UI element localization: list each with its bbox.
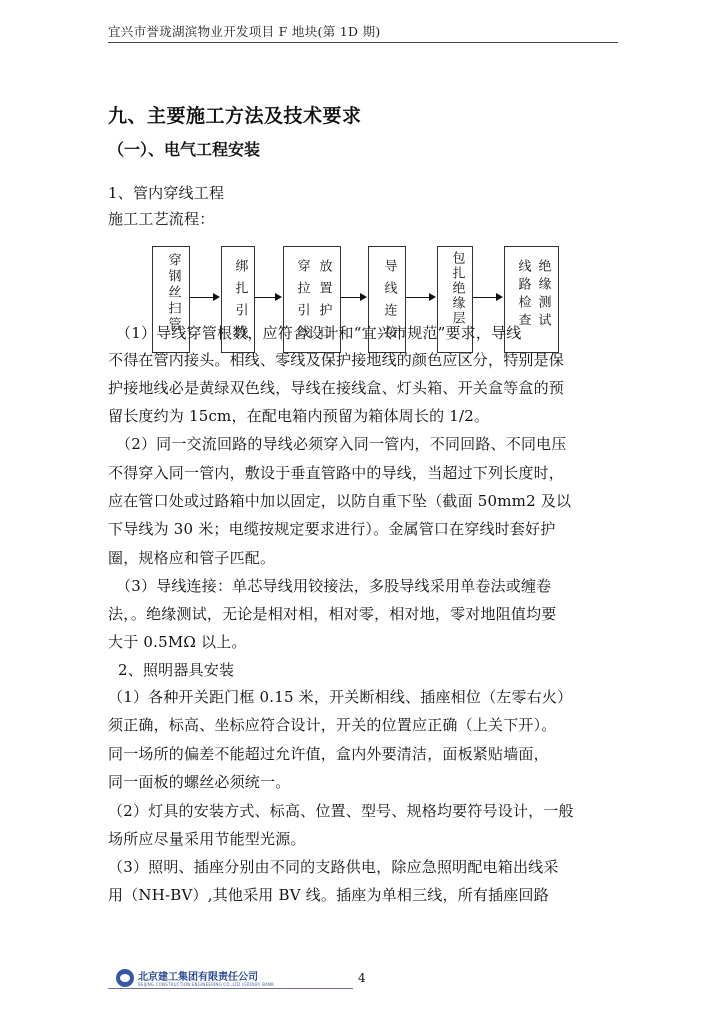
body-line: 同一场所的偏差不能超过允许值，盒内外要清洁，面板紧贴墙面， (108, 745, 549, 763)
body-line: 护接地线必是黄绿双色线，导线在接线盒、灯头箱、开关盒等盒的预 (108, 379, 565, 397)
body-line: 用（NH-BV）,其他采用 BV 线。插座为单相三线，所有插座回路 (108, 886, 549, 904)
flow-step-5-label: 包扎绝缘层 (449, 251, 465, 326)
footer-divider (108, 988, 353, 989)
body-line: 不得穿入同一管内，敷设于垂直管路中的导线，当超过下列长度时， (108, 464, 565, 482)
flow-arrow (341, 297, 365, 298)
flow-step-2-label: 绑扎引线 (232, 259, 248, 347)
flow-step-3-label-b: 穿拉引线 (294, 259, 310, 347)
flow-arrow (473, 297, 501, 298)
page-number: 4 (358, 971, 366, 985)
flow-step-6-label-a: 绝缘测试 (535, 259, 551, 331)
body-line: （2）灯具的安装方式、标高、位置、型号、规格均要符号设计，一般 (108, 802, 574, 820)
company-name-en: BEIJING CONSTRUCTION ENGINEERING CO.,LTD.(GROUP) BANK (138, 982, 275, 987)
body-line: 须正确，标高、坐标应符合设计，开关的位置应正确（上关下开）。 (108, 716, 557, 734)
body-line: （2）同一交流回路的导线必须穿入同一管内，不同回路、不同电压 (116, 435, 567, 453)
body-line: 下导线为 30 米；电缆按规定要求进行）。金属管口在穿线时套好护 (108, 520, 556, 538)
body-line: （1）各种开关距门框 0.15 米，开关断相线、插座相位（左零右火） (108, 688, 573, 706)
body-line: 法，。绝缘测试，无论是相对相，相对零，相对地，零对地阻值均要 (108, 605, 557, 623)
body-line: 场所应尽量采用节能型光源。 (108, 830, 306, 848)
body-line: （3）照明、插座分别由不同的支路供电，除应急照明配电箱出线采 (108, 858, 559, 876)
body-line: 同一面板的螺丝必须统一。 (108, 773, 291, 791)
flow-step-4-label: 导线连接 (381, 259, 397, 347)
body-line: （1）导线穿管根数，应符合设计和“宜兴市规范”要求，导线 (116, 324, 522, 342)
subsection-title: （一）、电气工程安装 (108, 140, 261, 159)
body-line: （3）导线连接：单芯导线用铰接法，多股导线采用单卷法或缠卷 (116, 577, 552, 595)
flow-label: 施工工艺流程： (108, 210, 215, 228)
body-line: 圈，规格应和管子匹配。 (108, 549, 276, 567)
company-logo-icon (116, 969, 134, 987)
flow-arrow (190, 297, 218, 298)
body-line: 不得在管内接头。相线、零线及保护接地线的颜色应区分，特别是保 (108, 351, 565, 369)
company-name: 北京建工集团有限责任公司 (138, 972, 258, 983)
body-line: 大于 0.5MΩ 以上。 (108, 633, 247, 651)
flow-arrow (255, 297, 280, 298)
body-line: 应在管口处或过路箱中加以固定，以防自重下坠（截面 50mm2 及以 (108, 492, 572, 510)
flow-step-6-label-b: 线路检查 (515, 259, 531, 331)
section-title: 九、主要施工方法及技术要求 (108, 105, 362, 127)
header-divider (108, 42, 618, 43)
running-header: 宜兴市誉珑湖滨物业开发项目 F 地块(第 1D 期) (108, 24, 381, 39)
flow-arrow (406, 297, 434, 298)
body-line: 留长度约为 15cm，在配电箱内预留为箱体周长的 1/2。 (108, 407, 490, 425)
flow-step-1-label: 穿钢丝扫管 (165, 253, 181, 333)
flow-step-3-label-a: 放置护口 (316, 259, 332, 347)
subheading: 2、照明器具安装 (118, 661, 235, 679)
item-heading: 1、管内穿线工程 (108, 184, 225, 202)
